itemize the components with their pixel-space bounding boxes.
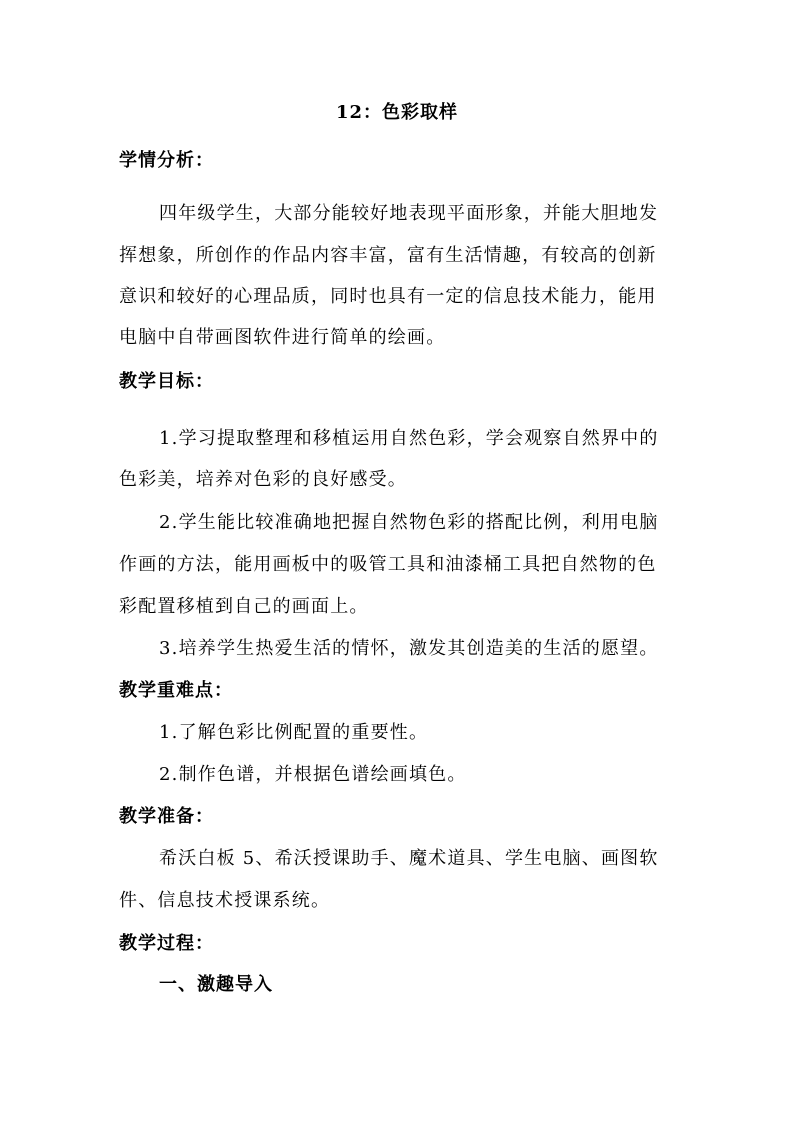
- analysis-line-4: 电脑中自带画图软件进行简单的绘画。: [119, 327, 446, 348]
- key-point-2: 2.制作色谱，并根据色谱绘画填色。: [159, 764, 467, 785]
- preparation-line-2: 件、信息技术授课系统。: [119, 890, 331, 911]
- goal-1-line-1: 1.学习提取整理和移植运用自然色彩，学会观察自然界中的: [159, 428, 659, 449]
- process-step-1: 一、激趣导入: [159, 974, 273, 995]
- preparation-line-1: 希沃白板 5、希沃授课助手、魔术道具、学生电脑、画图软: [159, 848, 659, 869]
- section-heading-analysis: 学情分析：: [119, 150, 214, 171]
- goal-1-line-2: 色彩美，培养对色彩的良好感受。: [119, 469, 407, 490]
- document-title: 12：色彩取样: [335, 102, 459, 123]
- goal-3: 3.培养学生热爱生活的情怀，激发其创造美的生活的愿望。: [159, 638, 659, 659]
- section-heading-preparation: 教学准备：: [119, 806, 214, 827]
- section-heading-process: 教学过程：: [119, 933, 214, 954]
- key-point-1: 1.了解色彩比例配置的重要性。: [159, 722, 429, 743]
- goal-2-line-1: 2.学生能比较准确地把握自然物色彩的搭配比例，利用电脑: [159, 512, 659, 533]
- analysis-line-1: 四年级学生，大部分能较好地表现平面形象，并能大胆地发: [159, 203, 659, 224]
- section-heading-goals: 教学目标：: [119, 371, 214, 392]
- goal-2-line-3: 彩配置移植到自己的画面上。: [119, 596, 369, 617]
- goal-2-line-2: 作画的方法，能用画板中的吸管工具和油漆桶工具把自然物的色: [119, 554, 657, 575]
- analysis-line-3: 意识和较好的心理品质，同时也具有一定的信息技术能力，能用: [119, 286, 657, 307]
- section-heading-key-points: 教学重难点：: [119, 680, 233, 701]
- analysis-line-2: 挥想象，所创作的作品内容丰富，富有生活情趣，有较高的创新: [119, 245, 657, 266]
